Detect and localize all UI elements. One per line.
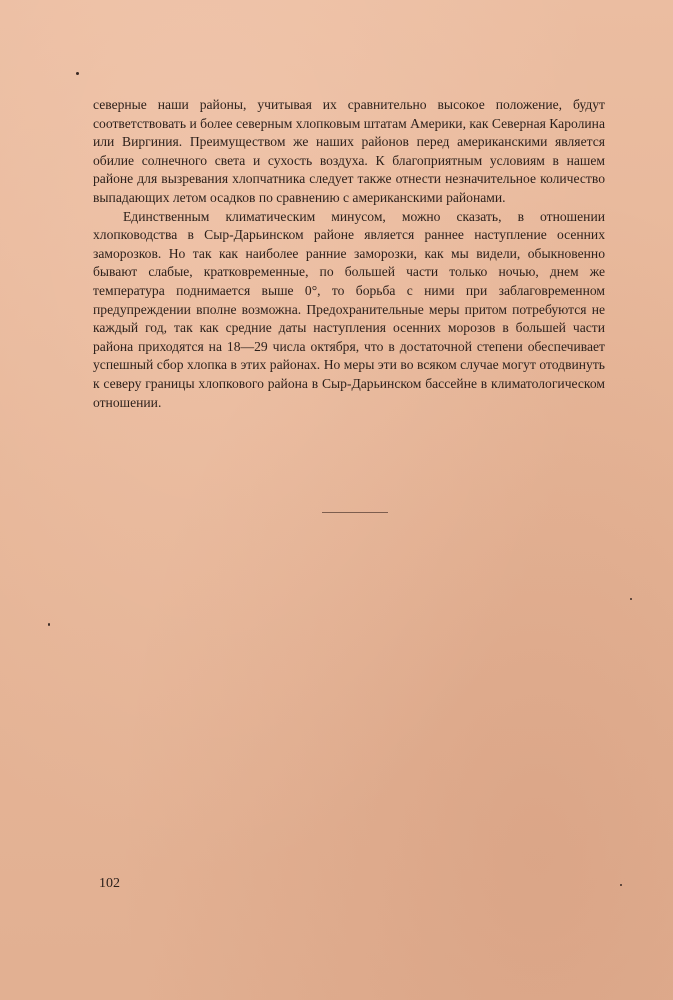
ink-speck: [630, 598, 632, 600]
ink-speck: [620, 884, 622, 886]
body-text: [93, 96, 605, 412]
ink-speck: [48, 623, 50, 626]
paragraph-2: Единственным климатическим минусом, можно сказать, в отношении хлопководства в Сыр-Дарьинском районе является раннее наступление осенних заморозков. Но так как наиболее ранние заморозки, как мы видели, обыкновенно бывают слабые, кратковременные, по большей части только ночью, днем же температура поднимается выше 0°, то борьба с ними при заблаговременном предупреждении вполне возможна. Предохранительные меры притом потребуются не каждый год, так как средние даты наступления осенних морозов в большей части района приходятся на 18—29 числа октября, что в достаточной степени обеспечивает успешный сбор хлопка в этих районах. Но меры эти во всяком случае могут отодвинуть к северу границы хлопкового района в Сыр-Дарьинском бассейне в климатологическом отношении.: [93, 208, 605, 410]
section-divider: [322, 512, 388, 513]
page-number: 102: [99, 876, 120, 891]
ink-speck: [76, 72, 79, 75]
paragraph-1: северные наши районы, учитывая их сравнительно высокое положение, будут соответствовать и более северным хлопковым штатам Америки, как Северная Каролина или Виргиния. Преимуществом же наших районов перед американскими является обилие солнечного света и сухость воздуха. К благоприятным условиям в нашем районе для вызревания хлопчатника следует также отнести незначительное количество выпадающих летом осадков по сравнению с американскими районами.: [93, 97, 605, 205]
